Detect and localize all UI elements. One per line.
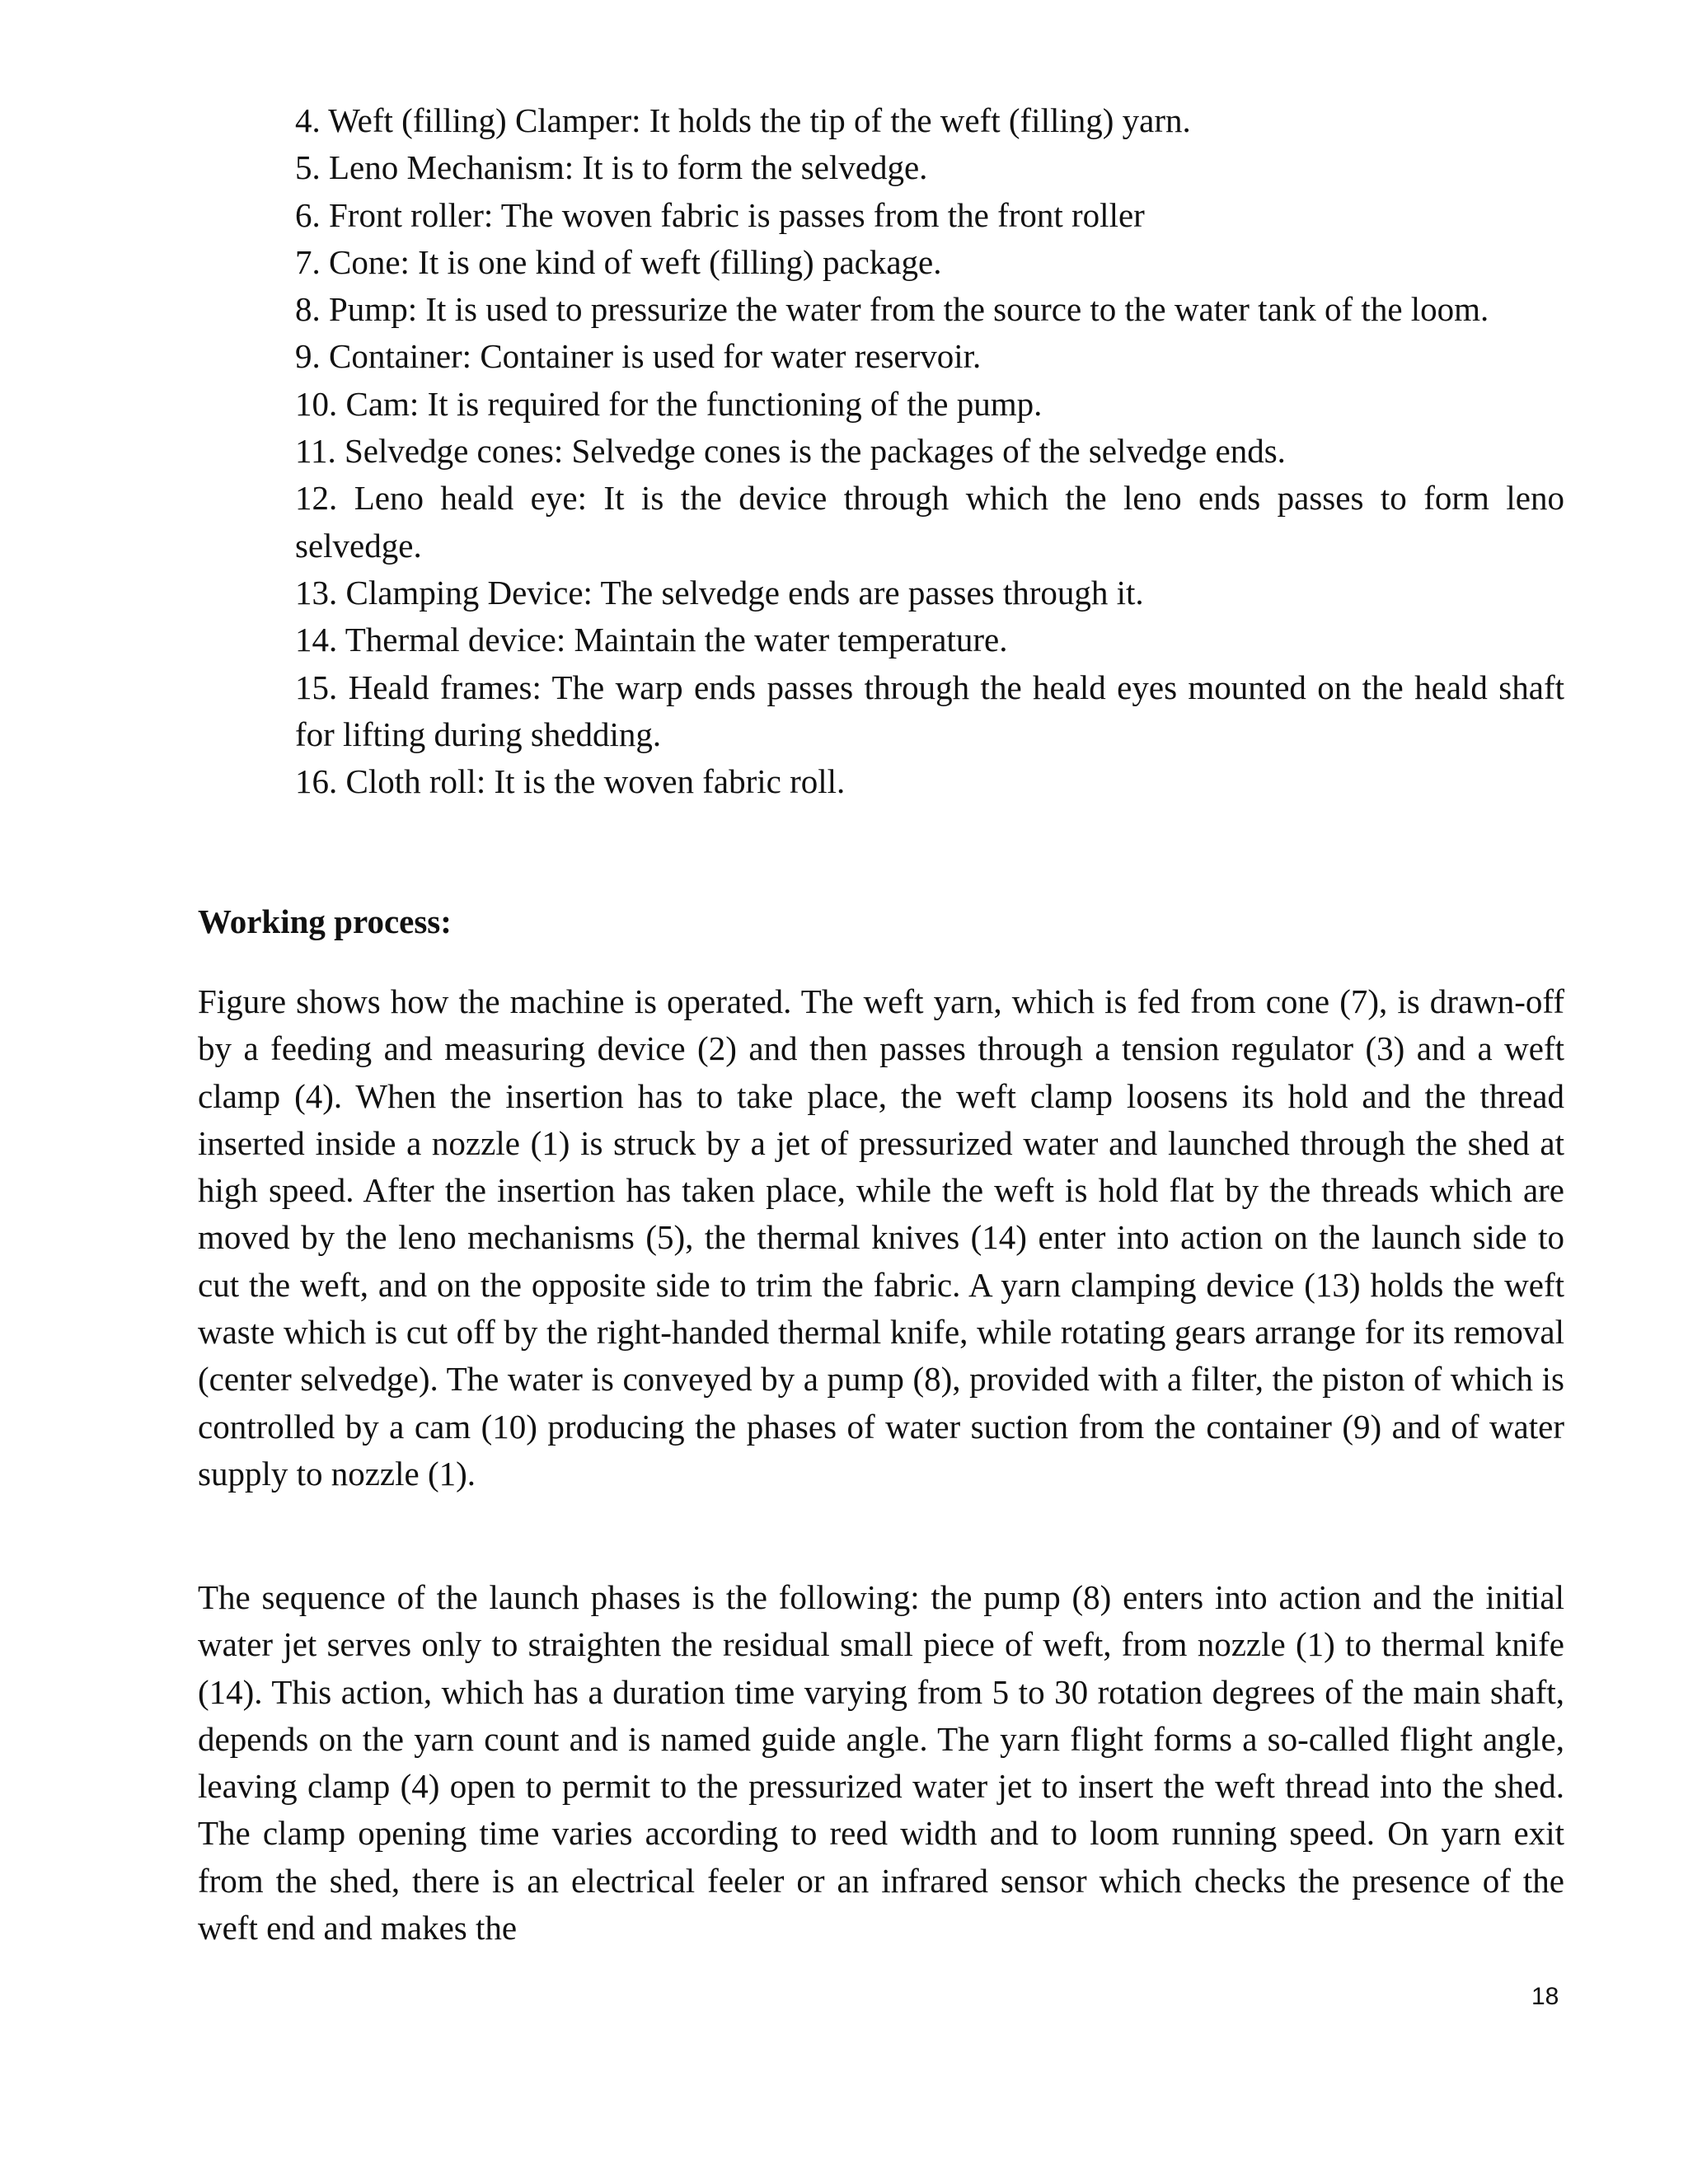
- list-item: 13. Clamping Device: The selvedge ends are passes through it.: [295, 573, 1144, 612]
- list-item: 8. Pump: It is used to pressurize the water from the source to the water tank of the loom.: [295, 290, 1489, 329]
- component-list: [295, 97, 1564, 805]
- page-number: 18: [1531, 1983, 1559, 2010]
- body-paragraph: Figure shows how the machine is operated. The weft yarn, which is fed from cone (7), is drawn-off by a feeding and measuring device (2) and then passes through a tension regulator (3) and a weft clamp (4). When the insertion has to take place, the weft clamp loosens its hold and the thread inserted inside a nozzle (1) is struck by a jet of pressurized water and launched through the shed at high speed. After the insertion has taken place, while the weft is hold flat by the threads which are moved by the leno mechanisms (5), the thermal knives (14) enter into action on the launch side to cut the weft, and on the opposite side to trim the fabric. A yarn clamping device (13) holds the weft waste which is cut off by the right-handed thermal knife, while rotating gears arrange for its removal (center selvedge). The water is conveyed by a pump (8), provided with a filter, the piston of which is controlled by a cam (10) producing the phases of water suction from the container (9) and of water supply to nozzle (1).: [198, 982, 1564, 1493]
- list-item: 7. Cone: It is one kind of weft (filling) package.: [295, 242, 942, 281]
- list-item: 12. Leno heald eye: It is the device through which the leno ends passes to form leno selvedge.: [295, 479, 1564, 565]
- list-item: 6. Front roller: The woven fabric is passes from the front roller: [295, 195, 1145, 234]
- list-item: 16. Cloth roll: It is the woven fabric roll.: [295, 762, 846, 801]
- list-item: 4. Weft (filling) Clamper: It holds the tip of the weft (filling) yarn.: [295, 101, 1191, 139]
- list-item: 15. Heald frames: The warp ends passes through the heald eyes mounted on the heald shaft for lifting during shedding.: [295, 668, 1564, 753]
- list-item: 14. Thermal device: Maintain the water temperature.: [295, 621, 1008, 659]
- body-paragraph: The sequence of the launch phases is the following: the pump (8) enters into action and the initial water jet serves only to straighten the residual small piece of weft, from nozzle (1) to thermal knife (14). This action, which has a duration time varying from 5 to 30 rotation degrees of the main shaft, depends on the yarn count and is named guide angle. The yarn flight forms a so-called flight angle, leaving clamp (4) open to permit to the pressurized water jet to insert the weft thread into the shed. The clamp opening time varies according to reed width and to loom running speed. On yarn exit from the shed, there is an electrical feeler or an infrared sensor which checks the presence of the weft end and makes the: [198, 1578, 1564, 1947]
- list-item: 11. Selvedge cones: Selvedge cones is the packages of the selvedge ends.: [295, 432, 1286, 471]
- section-heading: Working process:: [198, 902, 452, 940]
- list-item: 10. Cam: It is required for the functioning of the pump.: [295, 384, 1043, 423]
- list-item: 9. Container: Container is used for water reservoir.: [295, 337, 982, 376]
- list-item: 5. Leno Mechanism: It is to form the selvedge.: [295, 148, 928, 187]
